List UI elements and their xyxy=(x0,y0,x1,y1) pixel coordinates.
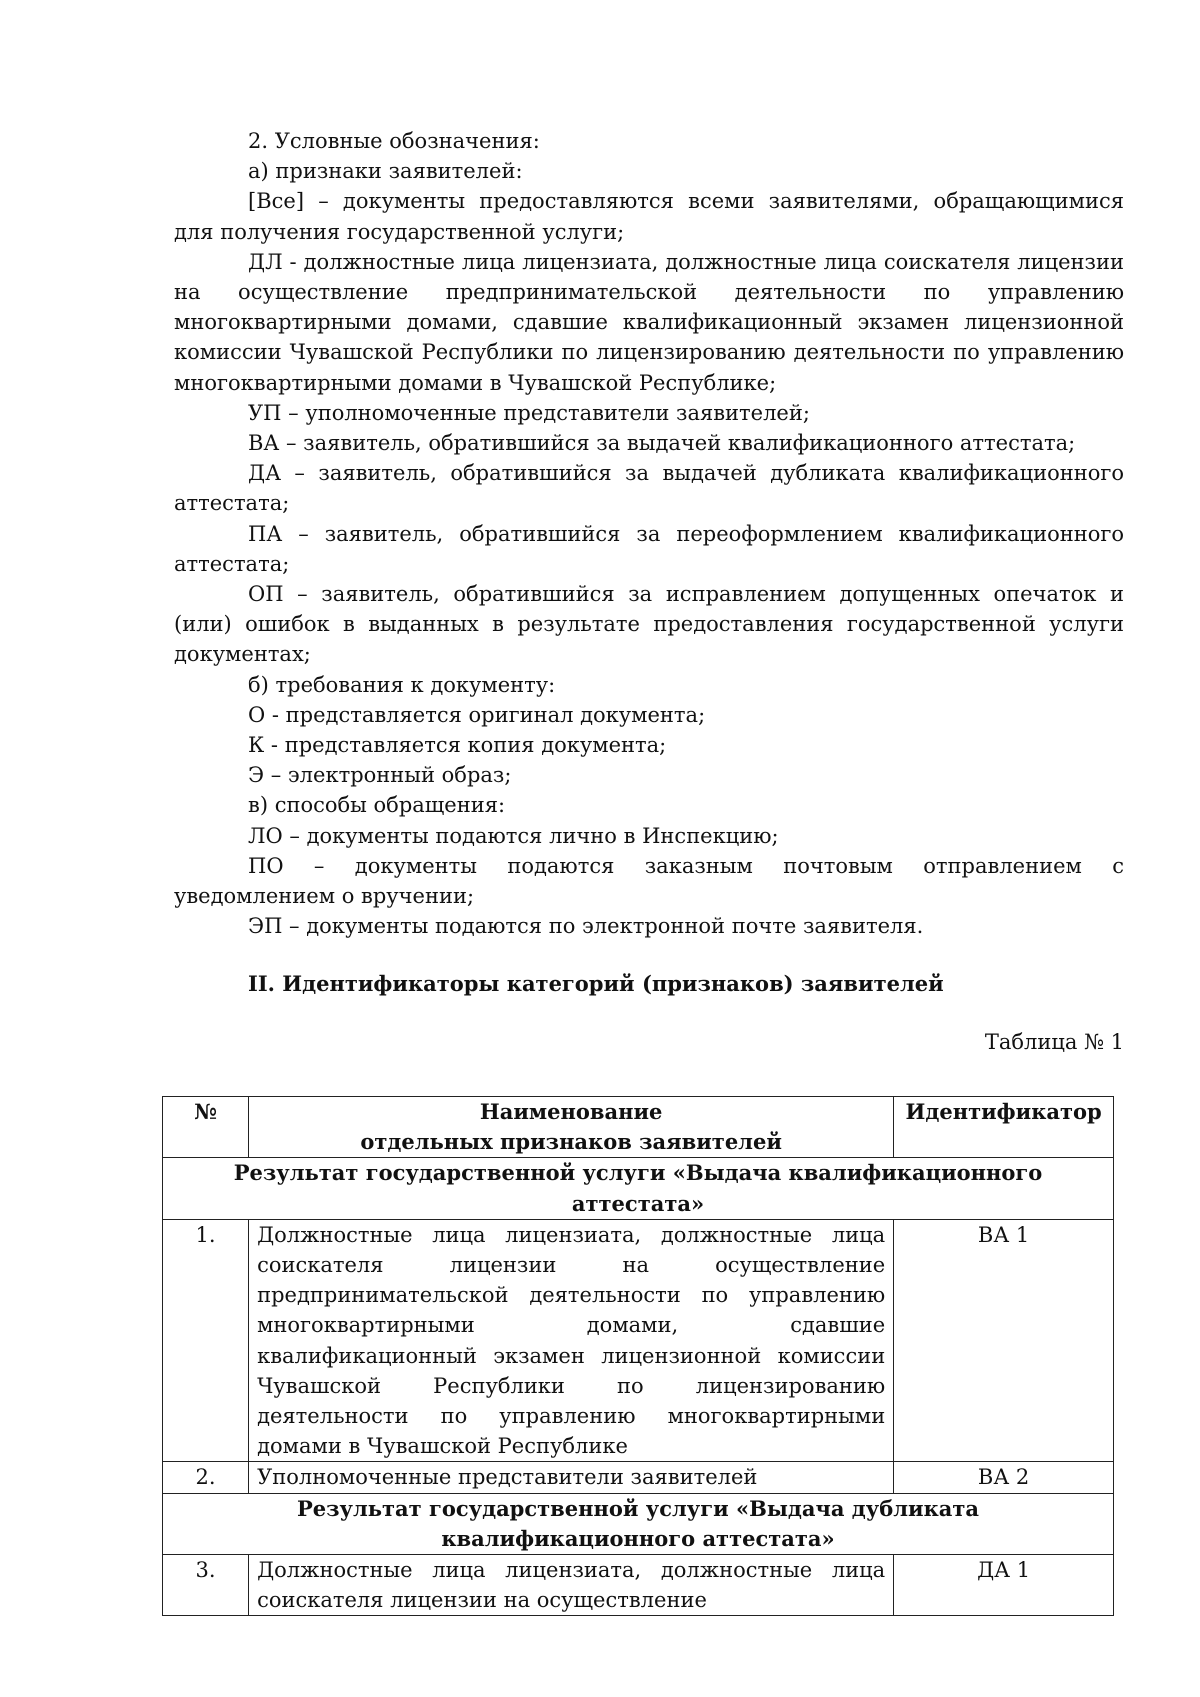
paragraph: О - представляется оригинал документа; xyxy=(248,702,706,727)
table-group-row xyxy=(163,1158,1114,1219)
header-num: № xyxy=(163,1097,249,1158)
table-row xyxy=(163,1555,1114,1616)
table-caption: Таблица № 1 xyxy=(984,1030,1124,1055)
identifiers-table xyxy=(162,1096,1114,1616)
header-id: Идентификатор xyxy=(894,1097,1114,1158)
group-title: Результат государственной услуги «Выдача дубликата квалификационного аттестата» xyxy=(163,1493,1114,1554)
row-num: 2. xyxy=(163,1462,249,1493)
row-id: ВА 1 xyxy=(894,1219,1114,1462)
row-name: Уполномоченные представители заявителей xyxy=(249,1462,894,1493)
legend-section xyxy=(174,126,1124,941)
header-name-line2: отдельных признаков заявителей xyxy=(360,1129,782,1155)
paragraph: ЭП – документы подаются по электронной почте заявителя. xyxy=(248,914,924,939)
paragraph: Э – электронный образ; xyxy=(248,763,512,788)
table-group-row xyxy=(163,1493,1114,1554)
paragraph: ПА – заявитель, обратившийся за переоформлением квалификационного аттестата; xyxy=(174,521,1124,576)
table-row xyxy=(163,1219,1114,1462)
row-id: ВА 2 xyxy=(894,1462,1114,1493)
paragraph: ОП – заявитель, обратившийся за исправлением допущенных опечаток и (или) ошибок в выданных в результате предоставления государственной услуги документах; xyxy=(174,582,1124,667)
paragraph: б) требования к документу: xyxy=(248,672,556,697)
table-body xyxy=(163,1158,1114,1616)
paragraph: ЛО – документы подаются лично в Инспекцию; xyxy=(248,823,779,848)
paragraph: К - представляется копия документа; xyxy=(248,733,667,758)
header-name xyxy=(249,1097,894,1158)
paragraph: ПО – документы подаются заказным почтовым отправлением с уведомлением о вручении; xyxy=(174,853,1124,909)
paragraph: УП – уполномоченные представители заявителей; xyxy=(248,400,810,425)
paragraph: ДА – заявитель, обратившийся за выдачей дубликата квалификационного аттестата; xyxy=(174,461,1124,516)
header-name-line1: Наименование xyxy=(479,1099,663,1124)
row-num: 3. xyxy=(163,1555,249,1616)
paragraph: [Все] – документы предоставляются всеми заявителями, обращающимися для получения государственной услуги; xyxy=(174,189,1124,244)
row-name: Должностные лица лицензиата, должностные лица соискателя лицензии на осуществление xyxy=(249,1555,894,1616)
group-title: Результат государственной услуги «Выдача квалификационного аттестата» xyxy=(163,1158,1114,1219)
table-header-row xyxy=(163,1097,1114,1158)
paragraph: 2. Условные обозначения: xyxy=(248,129,540,153)
document-page xyxy=(174,126,1124,1057)
row-id: ДА 1 xyxy=(894,1555,1114,1616)
row-name: Должностные лица лицензиата, должностные лица соискателя лицензии на осуществление предпринимательской деятельности по управлению многоквартирными домами, сдавшие квалификационный экзамен лицензионной комиссии Чувашской Республики по лицензированию деятельности по управлению многоквартирными домами в Чувашской Республике xyxy=(249,1219,894,1462)
paragraph: ДЛ - должностные лица лицензиата, должностные лица соискателя лицензии на осуществление предпринимательской деятельности по управлению многоквартирными домами, сдавшие квалификационный экзамен лицензионной комиссии Чувашской Республики по лицензированию деятельности по управлению многоквартирными домами в Чувашской Республике; xyxy=(174,249,1124,395)
paragraph: ВА – заявитель, обратившийся за выдачей квалификационного аттестата; xyxy=(248,431,1076,456)
row-num: 1. xyxy=(163,1219,249,1462)
section-title: II. Идентификаторы категорий (признаков) заявителей xyxy=(248,971,944,997)
table-row xyxy=(163,1462,1114,1493)
paragraph: в) способы обращения: xyxy=(248,793,506,818)
paragraph: а) признаки заявителей: xyxy=(248,159,523,184)
